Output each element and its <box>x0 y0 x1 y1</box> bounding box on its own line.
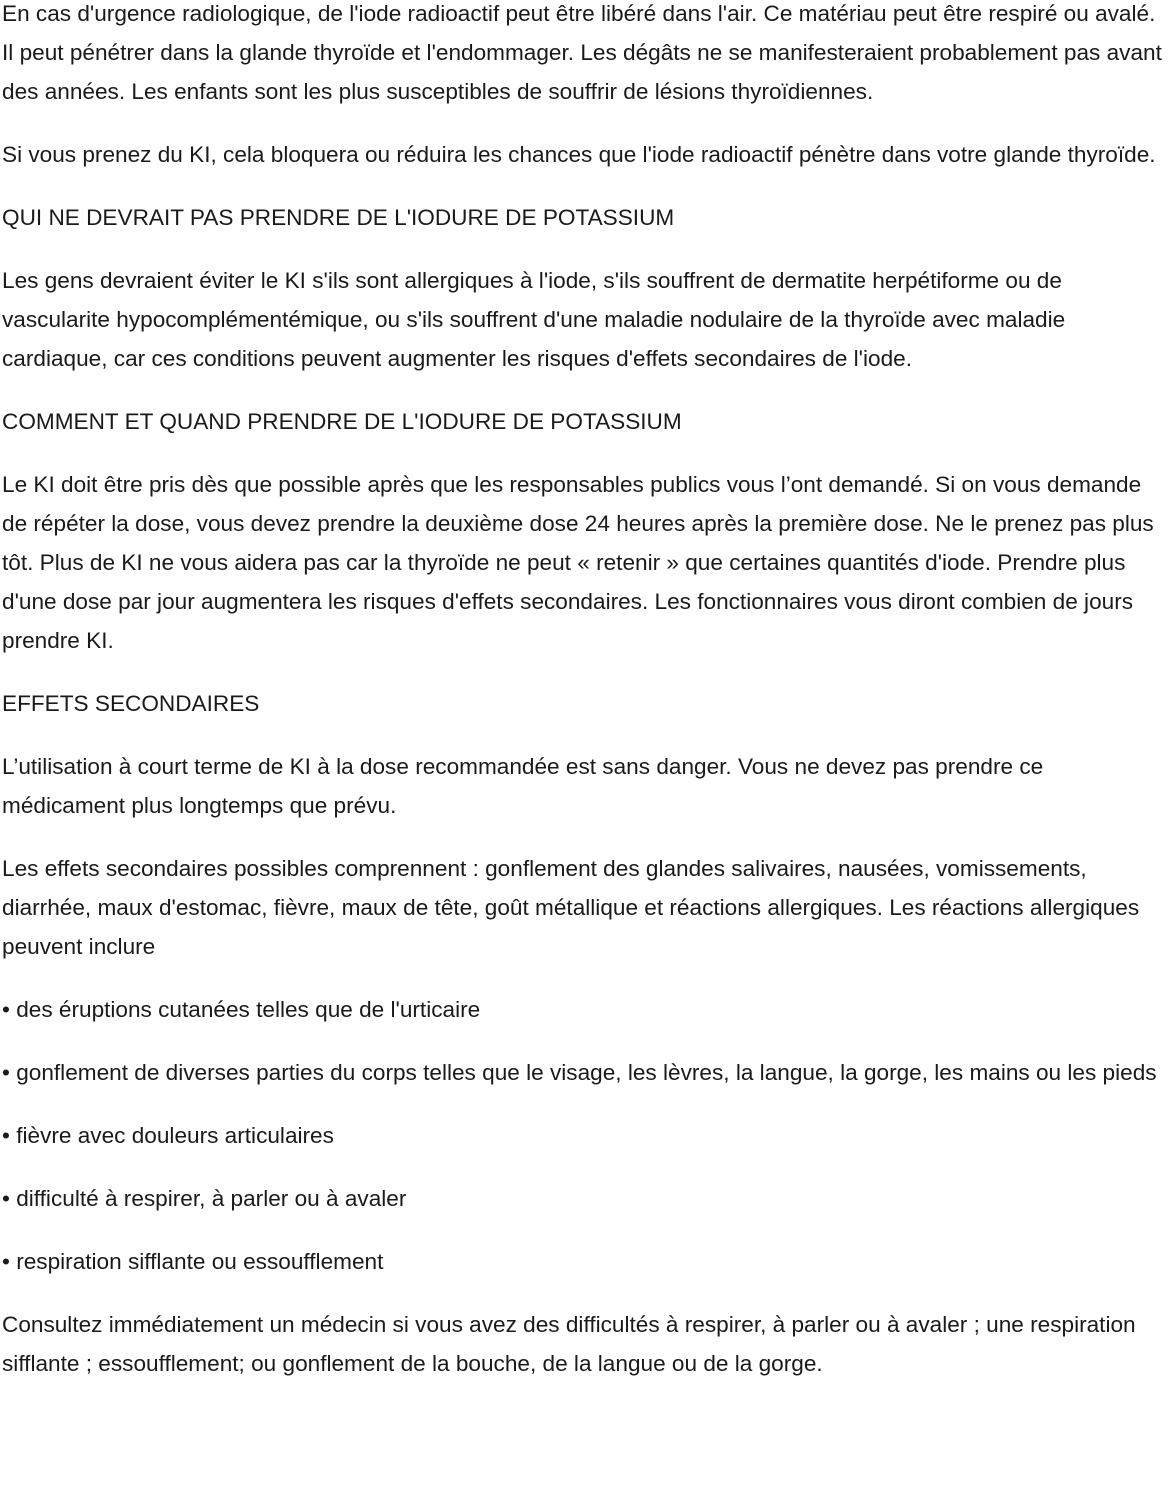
bullet-text: gonflement de diverses parties du corps telles que le visage, les lèvres, la langue, la gorge, les mains ou les pieds <box>16 1060 1157 1085</box>
bullet-icon: • <box>2 1123 10 1148</box>
bullet-item-difficulty <box>2 1179 1170 1218</box>
bullet-icon: • <box>2 1249 10 1274</box>
section-heading-who: QUI NE DEVRAIT PAS PRENDRE DE L'IODURE DE POTASSIUM <box>2 205 675 230</box>
intro-paragraph-1: En cas d'urgence radiologique, de l'iode radioactif peut être libéré dans l'air. Ce matériau peut être respiré ou avalé. Il peut pénétrer dans la glande thyroïde et l'endommager. Les dégâts ne se manifesteraient probablement pas avant des années. Les enfants sont les plus susceptibles de souffrir de lésions thyroïdiennes. <box>2 1 1162 104</box>
section-paragraph-who: Les gens devraient éviter le KI s'ils sont allergiques à l'iode, s'ils souffrent de dermatite herpétiforme ou de vascularite hypocomplémentémique, ou s'ils souffrent d'une maladie nodulaire de la thyroïde avec maladie cardiaque, car ces conditions peuvent augmenter les risques d'effets secondaires de l'iode. <box>2 268 1066 371</box>
bullet-icon: • <box>2 1060 10 1085</box>
bullet-text: des éruptions cutanées telles que de l'urticaire <box>16 997 481 1022</box>
section-heading-how: COMMENT ET QUAND PRENDRE DE L'IODURE DE POTASSIUM <box>2 409 682 434</box>
closing-paragraph: Consultez immédiatement un médecin si vous avez des difficultés à respirer, à parler ou à avaler ; une respiration sifflante ; essoufflement; ou gonflement de la bouche, de la langue ou de la gorge. <box>2 1312 1136 1376</box>
bullet-item-rash <box>2 990 1170 1029</box>
bullet-icon: • <box>2 997 10 1022</box>
document-page <box>2 0 1170 1407</box>
bullet-text: fièvre avec douleurs articulaires <box>16 1123 334 1148</box>
bullet-item-swelling <box>2 1053 1170 1092</box>
bullet-item-fever <box>2 1116 1170 1155</box>
bullet-icon: • <box>2 1186 10 1211</box>
bullet-text: difficulté à respirer, à parler ou à avaler <box>16 1186 407 1211</box>
side-effects-paragraph-1: L’utilisation à court terme de KI à la dose recommandée est sans danger. Vous ne devez pas prendre ce médicament plus longtemps que prévu. <box>2 754 1044 818</box>
intro-paragraph-2: Si vous prenez du KI, cela bloquera ou réduira les chances que l'iode radioactif pénètre dans votre glande thyroïde. <box>2 142 1156 167</box>
bullet-item-wheezing <box>2 1242 1170 1281</box>
bullet-text: respiration sifflante ou essoufflement <box>16 1249 384 1274</box>
side-effects-paragraph-2: Les effets secondaires possibles comprennent : gonflement des glandes salivaires, nausées, vomissements, diarrhée, maux d'estomac, fièvre, maux de tête, goût métallique et réactions allergiques. Les réactions allergiques peuvent inclure <box>2 856 1140 959</box>
section-heading-side-effects: EFFETS SECONDAIRES <box>2 691 260 716</box>
section-paragraph-how: Le KI doit être pris dès que possible après que les responsables publics vous l’ont demandé. Si on vous demande de répéter la dose, vous devez prendre la deuxième dose 24 heures après la première dose. Ne le prenez pas plus tôt. Plus de KI ne vous aidera pas car la thyroïde ne peut « retenir » que certaines quantités d'iode. Prendre plus d'une dose par jour augmentera les risques d'effets secondaires. Les fonctionnaires vous diront combien de jours prendre KI. <box>2 472 1154 653</box>
